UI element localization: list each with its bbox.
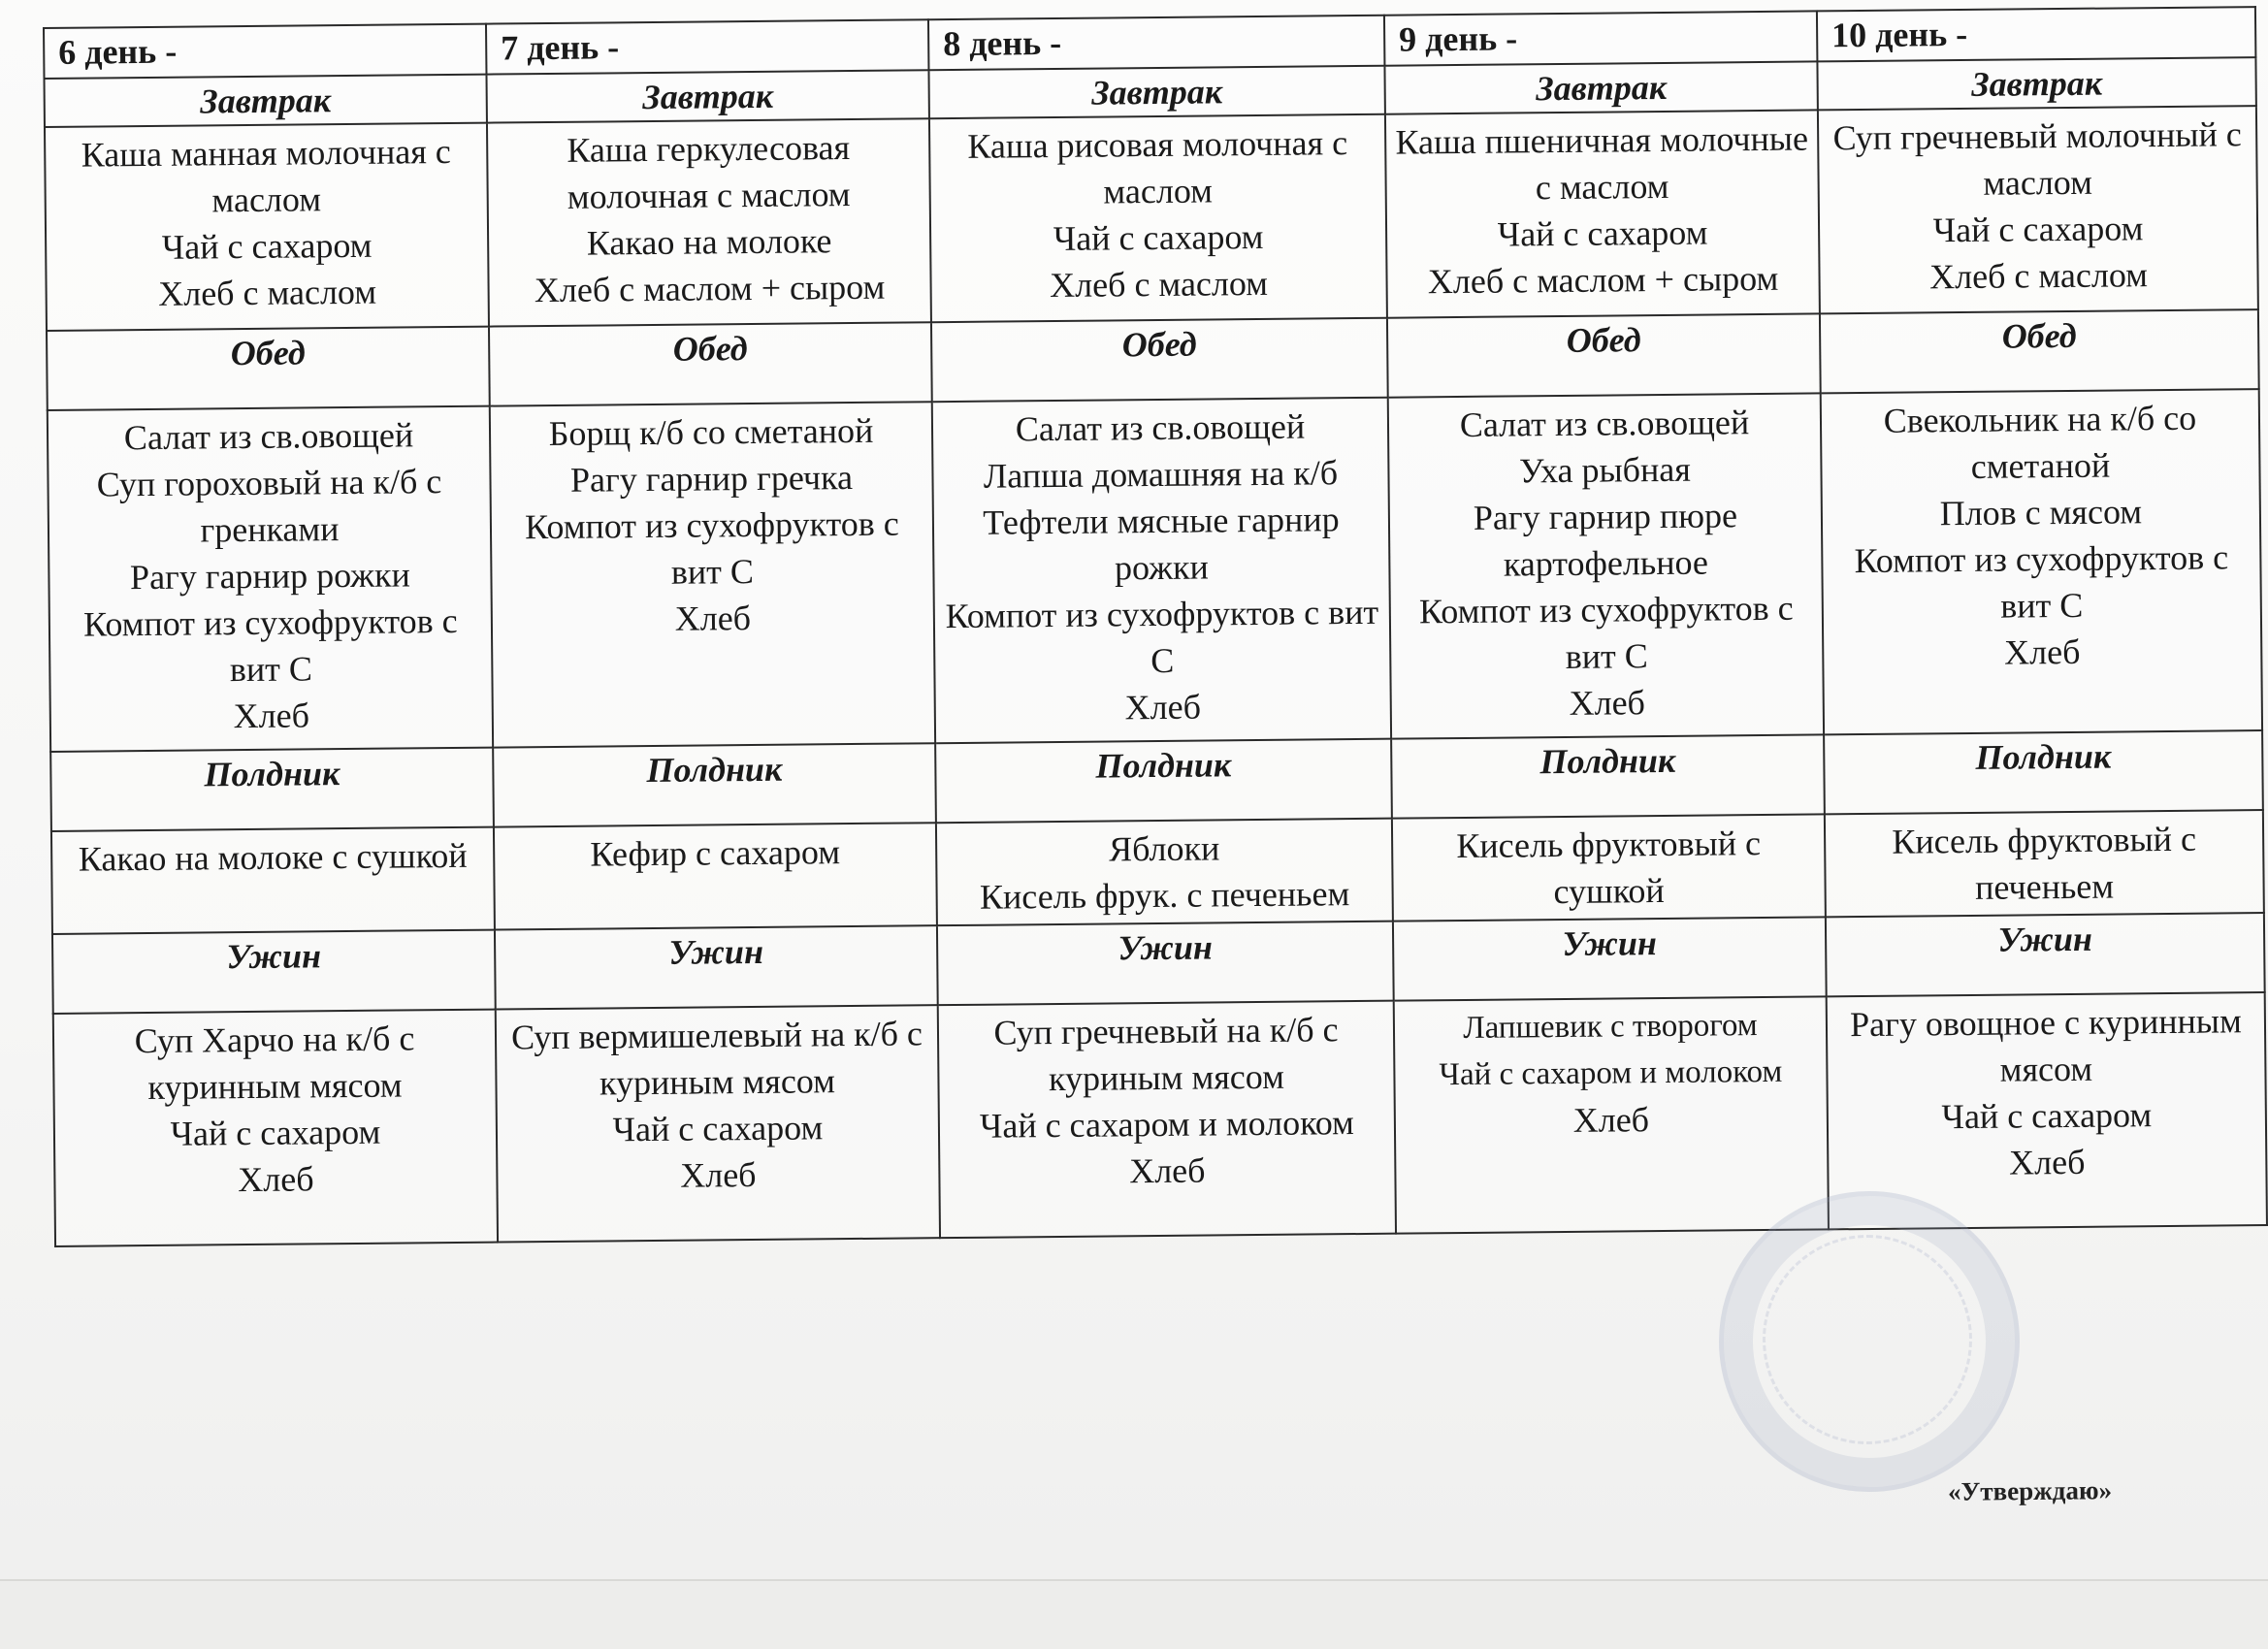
dish: Плов с мясом (1939, 492, 2143, 534)
dish: Чай с сахаром и молоком (1439, 1053, 1783, 1093)
snack-label: Полдник (935, 739, 1392, 824)
dish: Борщ к/б со сметаной (548, 410, 874, 454)
breakfast-label: Завтрак (1817, 57, 2255, 110)
day-6-breakfast (45, 123, 489, 331)
dish: Чай с сахаром (161, 225, 373, 267)
dish: Хлеб (1569, 683, 1646, 723)
day-8-lunch (932, 398, 1391, 743)
dish: Хлеб (238, 1159, 314, 1200)
day-8-header: 8 день - (928, 16, 1384, 71)
day-6-lunch (48, 406, 493, 752)
dish: Хлеб (2003, 631, 2081, 672)
dinner-label: Ужин (1826, 913, 2265, 996)
dish: Хлеб (2008, 1142, 2086, 1182)
dish: Суп гречневый на к/б с куриным мясом (993, 1010, 1339, 1099)
dish: Хлеб (1124, 687, 1202, 728)
dish: Компот из сухофруктов с вит С (1418, 588, 1794, 676)
dish: Каша рисовая молочная с маслом (967, 123, 1348, 211)
day-9-snack (1392, 814, 1826, 921)
dish: Салат из св.овощей (123, 415, 414, 458)
dish: Суп вермишелевый на к/б с куриным мясом (510, 1014, 923, 1103)
dish: Рагу гарнир рожки (129, 555, 411, 598)
lunch-label: Обед (47, 327, 490, 410)
dish: Суп гороховый на к/б с гренками (96, 462, 442, 550)
dish: Каша пшеничная молочные с маслом (1395, 118, 1809, 208)
day-7-breakfast (487, 118, 931, 326)
day-8-breakfast (929, 114, 1387, 323)
scanner-background (0, 1581, 2268, 1649)
dish: Чай с сахаром (1053, 216, 1264, 259)
day-10-lunch (1821, 389, 2262, 734)
day-7-lunch (490, 402, 935, 747)
dish: Свекольник на к/б со сметаной (1883, 398, 2197, 486)
dish: Салат из св.овощей (1015, 406, 1306, 449)
day-6-dinner (53, 1010, 498, 1246)
breakfast-label: Завтрак (928, 66, 1384, 119)
dish: Кисель фрук. с печеньем (979, 874, 1350, 917)
dish: Рагу гарнир пюре картофельное (1473, 496, 1738, 584)
breakfast-label: Завтрак (486, 70, 928, 122)
day-8-snack (936, 819, 1393, 926)
dish: Лапша домашняя на к/б (983, 453, 1339, 496)
dish: Компот из сухофруктов с вит С (82, 600, 458, 690)
dish: Хлеб (674, 598, 752, 638)
day-10-header: 10 день - (1817, 7, 2255, 61)
dish: Чай с сахаром (612, 1108, 824, 1149)
dinner-label: Ужин (495, 925, 938, 1009)
dinner-label: Ужин (52, 930, 496, 1014)
faded-stamp-icon (1719, 1191, 2020, 1492)
dish: Хлеб с маслом (158, 272, 377, 313)
lunch-label: Обед (1820, 309, 2259, 393)
dish: Суп Харчо на к/б с куринным мясом (134, 1018, 415, 1108)
dish: Компот из сухофруктов с вит С (524, 503, 899, 592)
day-9-lunch (1388, 393, 1824, 738)
day-7-header: 7 день - (486, 19, 928, 74)
snack-label: Полдник (50, 748, 494, 831)
dish: Каша геркулесовая молочная с маслом (567, 128, 851, 216)
dish: Хлеб (680, 1154, 757, 1195)
approval-label: «Утверждаю» (1947, 1475, 2113, 1506)
dish: Яблоки (1108, 828, 1220, 869)
day-9-breakfast (1385, 110, 1820, 317)
dish: Кефир с сахаром (590, 832, 841, 874)
dish: Чай с сахаром (1941, 1095, 2153, 1137)
dish: Хлеб (1572, 1100, 1650, 1140)
day-7-dinner (496, 1005, 940, 1242)
dish: Хлеб (1129, 1150, 1206, 1191)
dish: Компот из сухофруктов с вит С (1854, 537, 2229, 626)
dish: Каша манная молочная с маслом (81, 131, 451, 220)
dish: Хлеб с маслом + сыром (534, 267, 886, 310)
day-8-dinner (938, 1001, 1396, 1239)
dish: Салат из св.овощей (1459, 403, 1750, 444)
dish: Какао на молоке с сушкой (78, 835, 468, 879)
dish: Кисель фруктовый с сушкой (1456, 824, 1762, 912)
dish: Рагу овощное с куринным мясом (1849, 1001, 2242, 1089)
dish: Лапшевик с творогом (1463, 1008, 1758, 1046)
dish: Чай с сахаром и молоком (979, 1103, 1355, 1146)
breakfast-row (45, 106, 2258, 331)
dish: Хлеб с маслом + сыром (1427, 258, 1779, 302)
dish: Компот из сухофруктов с вит С (945, 592, 1379, 681)
dish: Уха рыбная (1518, 449, 1691, 491)
breakfast-label: Завтрак (1384, 61, 1817, 113)
dish: Тефтели мясные гарнир рожки (983, 500, 1340, 588)
day-9-dinner (1394, 996, 1829, 1233)
day-6-header: 6 день - (44, 24, 486, 79)
dish: Суп гречневый молочный с маслом (1832, 114, 2242, 203)
dish: Чай с сахаром (1932, 209, 2144, 250)
dish: Кисель фруктовый с печеньем (1892, 819, 2197, 907)
day-9-header: 9 день - (1384, 11, 1817, 65)
lunch-row (48, 389, 2262, 752)
dish: Чай с сахаром (170, 1112, 381, 1153)
dinner-label: Ужин (937, 922, 1394, 1006)
lunch-label: Обед (489, 322, 932, 405)
dinner-label: Ужин (1393, 917, 1827, 1000)
day-6-snack (51, 827, 495, 934)
stamp-inner-ring (1763, 1235, 1972, 1444)
page-edge (0, 1579, 2268, 1581)
dish: Хлеб с маслом (1928, 255, 2149, 297)
snack-label: Полдник (1824, 730, 2263, 814)
day-10-breakfast (1818, 106, 2258, 313)
dish: Хлеб (233, 695, 310, 736)
dish: Чай с сахаром (1497, 212, 1708, 254)
day-7-snack (494, 823, 937, 929)
dish: Какао на молоке (586, 221, 832, 263)
dish: Рагу гарнир гречка (569, 458, 854, 500)
day-10-snack (1825, 810, 2264, 917)
snack-label: Полдник (1391, 734, 1825, 818)
menu-table (43, 6, 2268, 1247)
snack-label: Полдник (493, 743, 936, 826)
breakfast-label: Завтрак (45, 75, 487, 127)
lunch-label: Обед (931, 318, 1388, 403)
dish: Хлеб с маслом (1050, 263, 1269, 306)
lunch-label: Обед (1387, 313, 1821, 397)
